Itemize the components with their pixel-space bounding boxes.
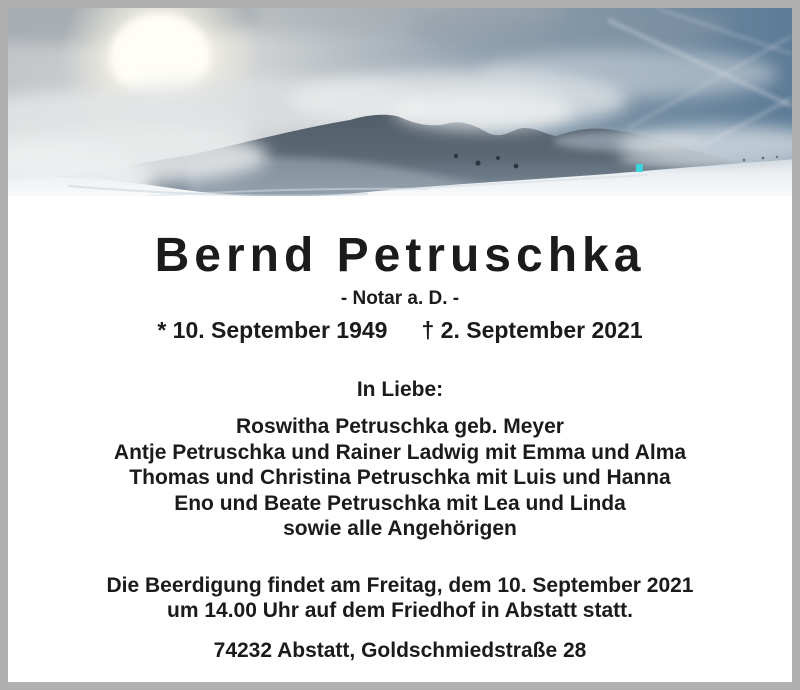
funeral-line: um 14.00 Uhr auf dem Friedhof in Abstatt statt. (167, 598, 633, 622)
death-date: † 2. September 2021 (421, 317, 643, 343)
obituary-text (8, 229, 792, 663)
deceased-name: Bernd Petruschka (154, 229, 646, 282)
mourner-line: Roswitha Petruschka geb. Meyer (236, 415, 564, 438)
distant-figures (776, 156, 778, 158)
distant-figures (743, 159, 746, 162)
header-photo (8, 8, 792, 196)
funeral-address: 74232 Abstatt, Goldschmiedstraße 28 (213, 638, 587, 662)
cyan-hut-marker (636, 164, 643, 172)
mourner-line: sowie alle Angehörigen (283, 517, 517, 540)
rocks (514, 164, 519, 169)
obituary-card (8, 8, 792, 682)
rocks (496, 156, 500, 160)
mourner-line: Thomas und Christina Petruschka mit Luis und Hanna (129, 466, 671, 489)
distant-figures (762, 157, 765, 160)
mourner-line: Eno und Beate Petruschka mit Lea und Linda (174, 491, 626, 515)
mourner-line: Antje Petruschka und Rainer Ladwig mit Emma und Alma (113, 440, 687, 464)
funeral-line: Die Beerdigung findet am Freitag, dem 10. September 2021 (106, 573, 694, 597)
salutation: In Liebe: (356, 378, 444, 401)
mourners-list (8, 414, 792, 542)
deceased-title: - Notar a. D. - (340, 288, 460, 309)
life-dates (8, 316, 792, 344)
rocks (475, 160, 480, 165)
funeral-info (8, 573, 792, 623)
birth-date: * 10. September 1949 (157, 317, 388, 343)
mountain-landscape-image (8, 8, 792, 196)
cloud (478, 50, 778, 98)
rocks (454, 154, 458, 158)
cloud-over-ridge (393, 90, 573, 130)
snow-shading (618, 153, 792, 167)
